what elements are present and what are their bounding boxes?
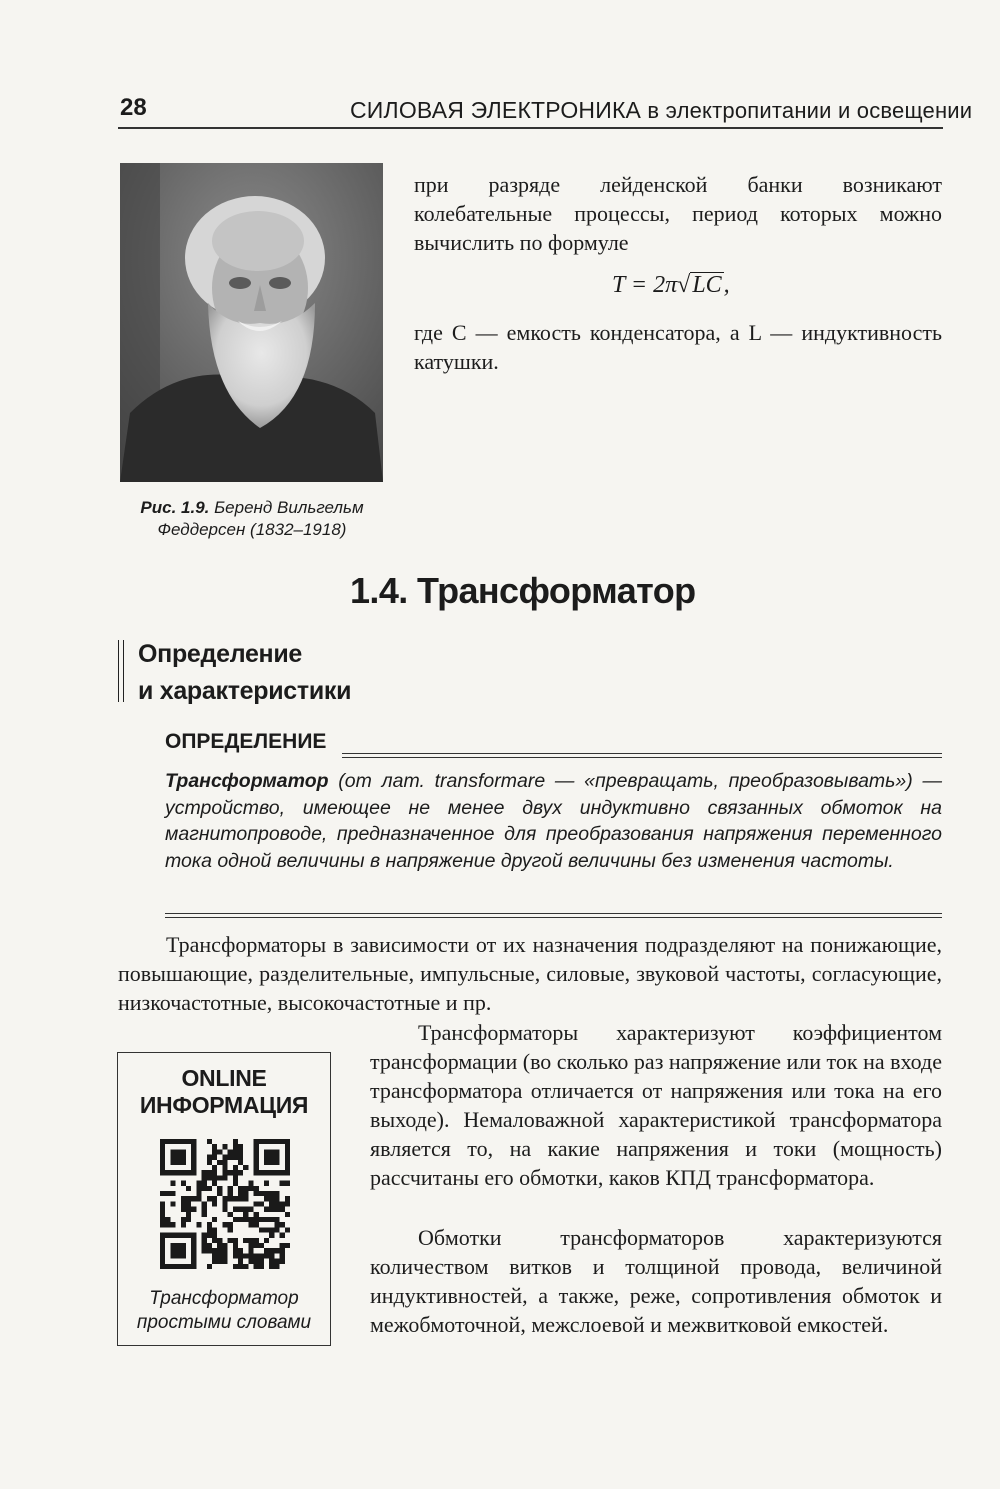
running-title [350,97,973,124]
running-title-tail: в электропитании и освещении [647,98,973,123]
definition-rule-top [342,753,942,758]
period-formula [612,272,730,299]
online-title-line1: ONLINE [181,1065,267,1091]
online-title [118,1065,330,1119]
running-title-main: СИЛОВАЯ ЭЛЕКТРОНИКА [350,97,642,123]
formula-explanation: где C — емкость конденсатора, а L — индуктивность катушки. [414,320,942,374]
paragraph-3: Обмотки трансформаторов характеризуются количеством витков и толщиной провода, величиной индуктивностей, а также, реже, сопротивления обмоток и межобмоточной, межслоевой и межвитковой емкостей. [370,1225,942,1337]
online-info-box [117,1052,331,1346]
header-rule [118,127,943,129]
section-title: 1.4. Трансформатор [350,570,696,611]
online-caption [118,1287,330,1335]
figure-caption-line1: Беренд Вильгельм [214,498,364,517]
definition-body: (от лат. transformare — «превращать, преобразовывать») — устройство, имеющее не менее двух индуктивно связанных обмоток на магнитопроводе, предназначенное для преобразования напряжения переменного тока одной величины в напряжение другой величины без изменения частоты. [165,770,942,872]
formula-lhs: T = 2π [612,272,678,298]
definition-term: Трансформатор [165,770,329,792]
definition-label: ОПРЕДЕЛЕНИЕ [165,730,327,753]
portrait-photo [120,163,383,482]
qr-code-icon[interactable] [160,1139,290,1269]
online-caption-line2: простыми словами [136,1312,312,1333]
figure-label: Рис. 1.9. [140,498,210,517]
online-caption-line1: Трансформатор [149,1288,299,1309]
figure-caption-line2: Феддерсен (1832–1918) [157,520,347,539]
subsection-title-line2: и характеристики [138,677,352,705]
figure-caption [118,497,386,541]
page-number: 28 [120,94,147,121]
formula-radicand: LC [692,272,722,298]
intro-paragraph: при разряде лейденской банки возникают колебательные процессы, период которых можно вычислить по формуле [414,172,942,255]
subsection-title [138,636,351,710]
online-title-line2: ИНФОРМАЦИЯ [139,1092,309,1118]
portrait-illustration [120,163,383,482]
subsection-title-line1: Определение [138,640,303,668]
paragraph-2: Трансформаторы характеризуют коэффициентом трансформации (во сколько раз напряжение или ток на входе трансформатора отличается от напряжения или тока на его выходе). Немаловажной характеристикой трансформатора является то, на какие напряжения и токи (мощность) рассчитаны его обмотки, каков КПД трансформатора. [370,1020,942,1190]
formula-tail: , [723,272,730,298]
definition-rule-bottom [165,913,942,918]
sqrt-sign: √ [677,272,691,298]
paragraph-1: Трансформаторы в зависимости от их назначения подразделяют на понижающие, повышающие, разделительные, импульсные, силовые, звуковой частоты, согласующие, низкочастотные, высокочастотные и пр. [118,932,942,1015]
subsection-bar [118,640,124,702]
definition-text [165,768,942,874]
